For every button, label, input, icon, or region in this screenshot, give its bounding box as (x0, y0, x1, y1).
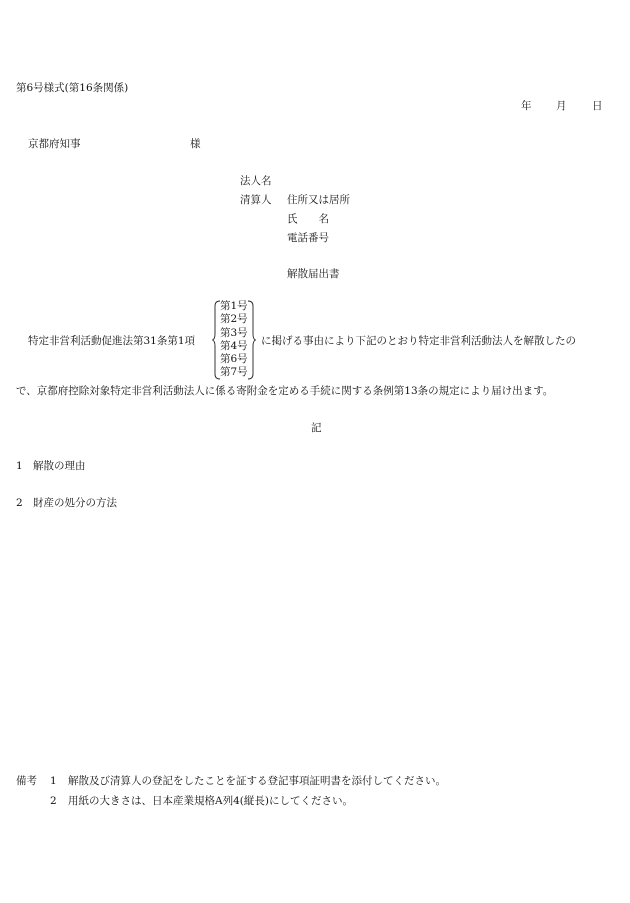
note-text: 解散及び清算人の登記をしたことを証する登記事項証明書を添付してください。 (68, 775, 446, 787)
item-brace-group (212, 300, 256, 380)
item-entry: 第2号 (220, 313, 248, 326)
note-text: 用紙の大きさは、日本産業規格A列4(縦長)にしてください。 (68, 795, 353, 807)
item-entry: 第6号 (220, 353, 248, 366)
section-1-label: 解散の理由 (33, 460, 86, 472)
item-entry: 第3号 (220, 326, 248, 339)
date-day: 日 (592, 100, 603, 112)
doc-title: 解散届出書 (287, 268, 340, 280)
liquidator-label: 清算人 (240, 194, 272, 206)
item-entry: 第1号 (220, 300, 248, 312)
section-1-num: 1 (16, 460, 23, 472)
section-2-num: 2 (16, 497, 23, 509)
date-year: 年 (521, 100, 532, 112)
date-month: 月 (556, 100, 567, 112)
note-number: 1 (50, 775, 57, 787)
form-title: 第6号様式(第16条関係) (16, 82, 129, 94)
phone-label: 電話番号 (287, 232, 329, 244)
body-after: に掲げる事由により下記のとおり特定非営利活動法人を解散したの (261, 335, 576, 347)
address-label: 住所又は居所 (287, 194, 350, 206)
name-label: 氏 名 (287, 213, 329, 225)
notes-head: 備考 (16, 775, 37, 787)
note-number: 2 (50, 795, 57, 807)
item-entry: 第4号 (220, 339, 248, 352)
item-entry: 第7号 (220, 366, 248, 379)
item-list (220, 300, 250, 380)
section-2-label: 財産の処分の方法 (33, 497, 117, 509)
body-lead: 特定非営利活動促進法第31条第1項 (28, 335, 196, 347)
addressee-name: 京都府知事 (28, 138, 81, 150)
corp-name-label: 法人名 (240, 175, 272, 187)
body-line2: で、京都府控除対象特定非営利活動法人に係る寄附金を定める手続に関する条例第13条の規定により届け出ます。 (16, 385, 554, 397)
addressee-honorific: 様 (190, 138, 201, 150)
ki-heading: 記 (311, 422, 322, 434)
